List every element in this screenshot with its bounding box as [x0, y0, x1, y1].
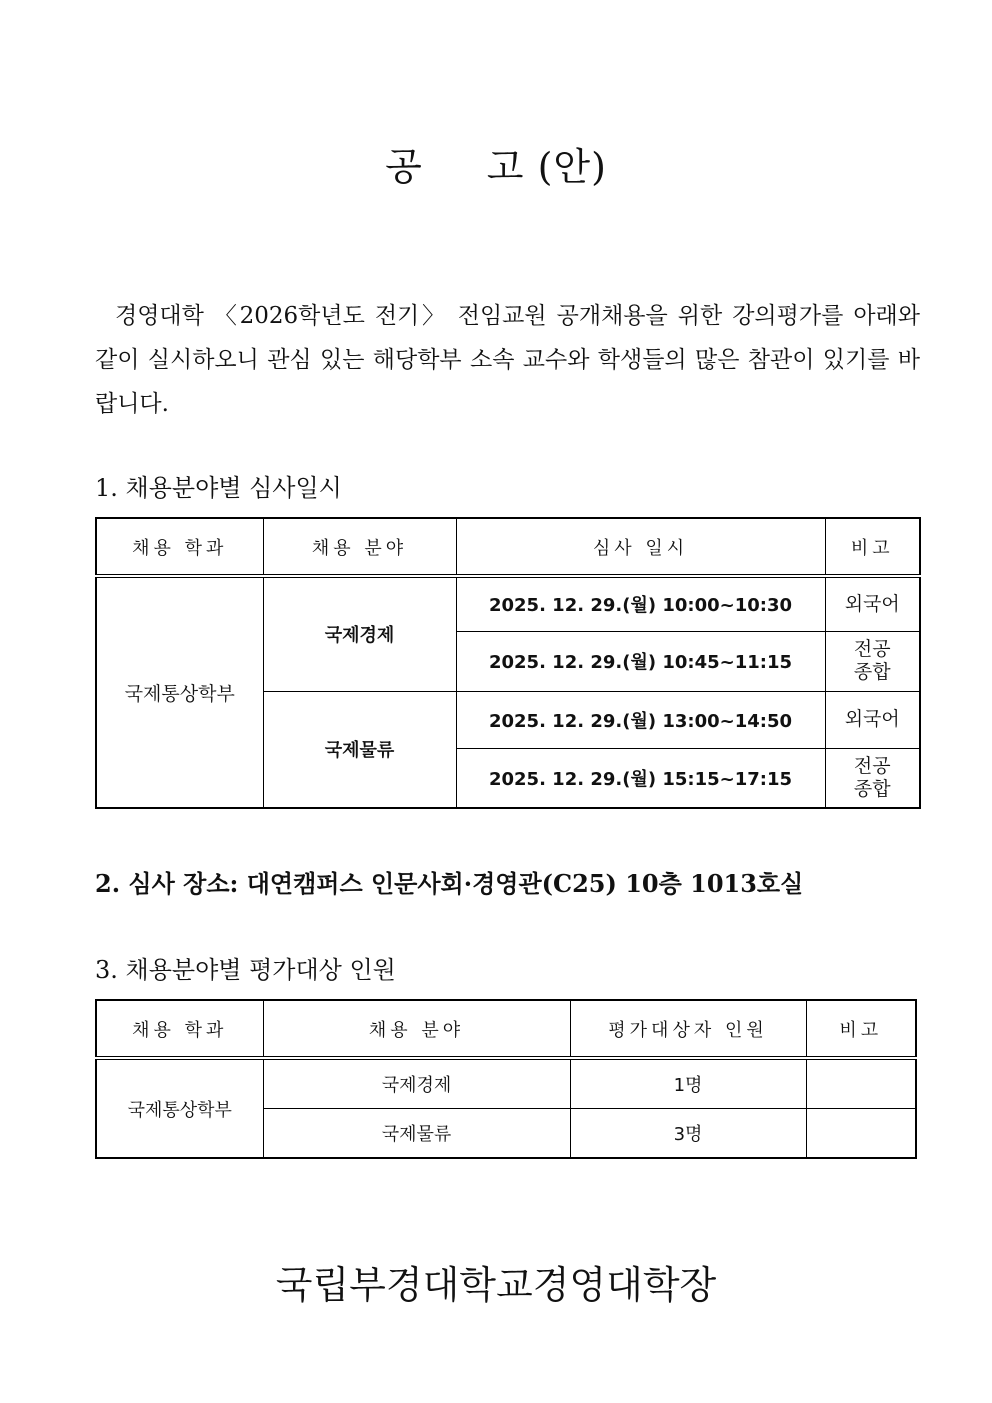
- header-department: 채용 학과: [96, 1000, 263, 1058]
- table-header-row: [96, 518, 920, 576]
- header-note: 비고: [806, 1000, 916, 1058]
- header-datetime: 심사 일시: [456, 518, 825, 576]
- note-cell: [825, 576, 920, 631]
- title-word-1: 공: [385, 145, 423, 189]
- headcount-cell: 3명: [570, 1108, 806, 1158]
- intro-text: 경영대학 〈2026학년도 전기〉 전임교원 공개채용을 위한 강의평가를 아래와 같이 실시하오니 관심 있는 해당학부 소속 교수와 학생들의 많은 참관이 있기를 바랍니다.: [95, 303, 920, 417]
- review-schedule-table: [95, 517, 921, 809]
- datetime-cell: 2025. 12. 29.(월) 10:00~10:30: [456, 576, 825, 631]
- department-cell: 국제통상학부: [96, 1058, 263, 1158]
- header-department: 채용 학과: [96, 518, 263, 576]
- field-cell: 국제물류: [263, 691, 456, 808]
- section-3-heading: 3. 채용분야별 평가대상 인원: [95, 956, 396, 984]
- datetime-cell: 2025. 12. 29.(월) 15:15~17:15: [456, 748, 825, 808]
- note-line-1: 외국어: [844, 708, 900, 730]
- note-line-2: 종합: [853, 777, 891, 800]
- header-note: 비고: [825, 518, 920, 576]
- note-cell: [806, 1108, 916, 1158]
- note-cell: [806, 1058, 916, 1108]
- note-line-1: 전공: [853, 638, 891, 660]
- issuer-signature: 국립부경대학교경영대학장: [275, 1263, 717, 1307]
- note-cell: [825, 748, 920, 808]
- note-cell: [825, 631, 920, 691]
- note-line-1: 외국어: [844, 592, 900, 615]
- field-cell: 국제경제: [263, 1058, 570, 1108]
- table-row: [96, 576, 920, 631]
- page-title: [0, 136, 992, 191]
- section-2-heading: 2. 심사 장소: 대연캠퍼스 인문사회·경영관(C25) 10층 1013호실: [95, 869, 804, 898]
- headcount-cell: 1명: [570, 1058, 806, 1108]
- note-line-1: 전공: [853, 754, 891, 777]
- intro-paragraph: [95, 294, 920, 426]
- datetime-cell: 2025. 12. 29.(월) 10:45~11:15: [456, 631, 825, 691]
- evaluation-headcount-table: [95, 999, 917, 1159]
- department-cell: 국제통상학부: [96, 576, 263, 808]
- field-cell: 국제물류: [263, 1108, 570, 1158]
- table-header-row: [96, 1000, 916, 1058]
- field-cell: 국제경제: [263, 576, 456, 691]
- header-field: 채용 분야: [263, 1000, 570, 1058]
- datetime-cell: 2025. 12. 29.(월) 13:00~14:50: [456, 691, 825, 748]
- section-1-heading: 1. 채용분야별 심사일시: [95, 474, 342, 502]
- title-word-2: 고 (안): [486, 145, 607, 189]
- header-field: 채용 분야: [263, 518, 456, 576]
- note-cell: [825, 691, 920, 748]
- table-row: [96, 1058, 916, 1108]
- header-headcount: 평가대상자 인원: [570, 1000, 806, 1058]
- note-line-2: 종합: [853, 661, 891, 683]
